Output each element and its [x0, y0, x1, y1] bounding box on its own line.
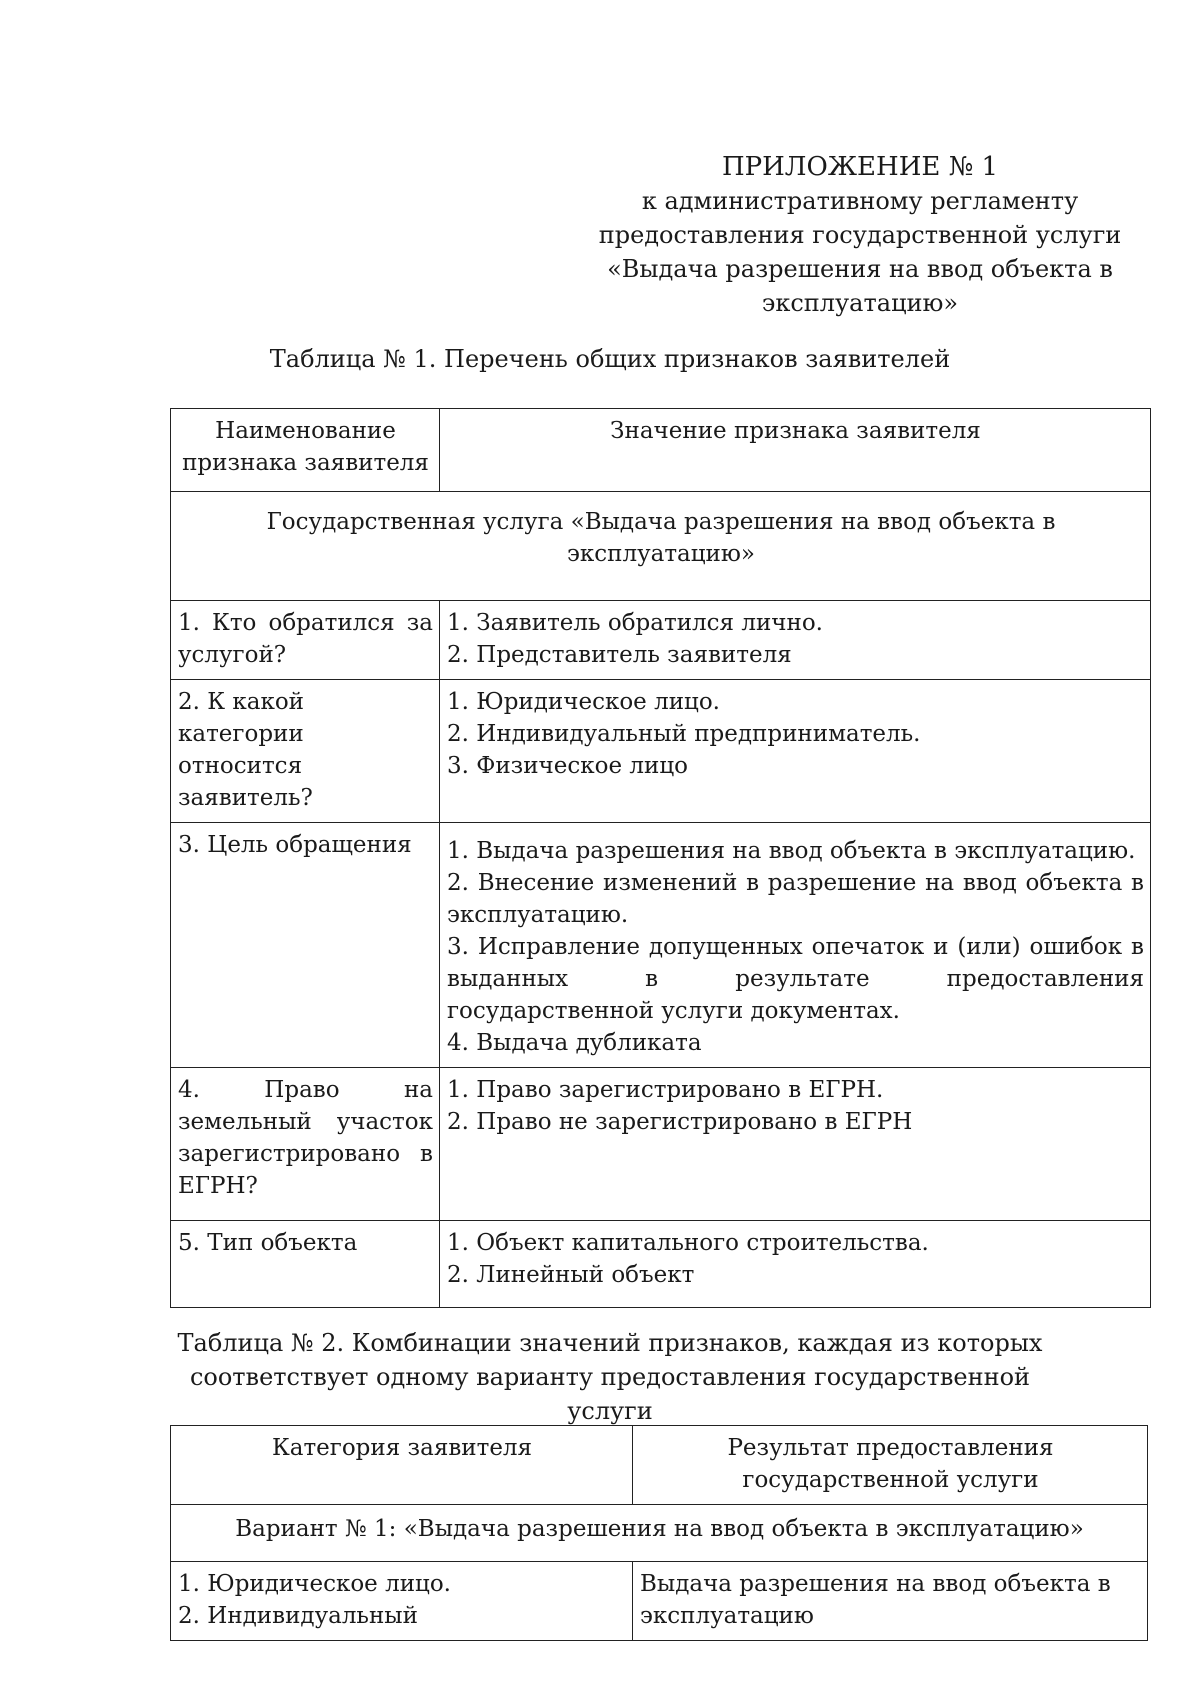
appendix-line: к административному регламенту [641, 187, 1079, 215]
attribute-name-cell: 3. Цель обращения [171, 823, 440, 1068]
header-cell-attribute-name: Наименование признака заявителя [171, 409, 440, 492]
attribute-value: 1. Объект капитального строительства. [447, 1230, 929, 1256]
attribute-value: 1. Заявитель обратился лично. [447, 610, 823, 636]
header-cell-attribute-value: Значение признака заявителя [440, 409, 1151, 492]
attribute-value: 1. Право зарегистрировано в ЕГРН. [447, 1077, 884, 1103]
attribute-name-cell: 5. Тип объекта [171, 1221, 440, 1308]
applicant-category-cell [171, 1562, 633, 1641]
table-row [171, 823, 1151, 1068]
attribute-value: 2. Внесение изменений в разрешение на ввод объекта в эксплуатацию. [447, 870, 1144, 928]
appendix-line: «Выдача разрешения на ввод объекта в [607, 255, 1113, 283]
attribute-name-cell: 2. К какой категории относится заявитель? [171, 680, 440, 823]
attribute-value: 3. Физическое лицо [447, 753, 688, 779]
table2-caption-line: соответствует одному варианту предоставления государственной услуги [189, 1363, 1031, 1425]
attribute-value: 4. Выдача дубликата [447, 1030, 702, 1056]
attribute-value: 1. Юридическое лицо. [447, 689, 720, 715]
attribute-name-cell: 1. Кто обратился за услугой? [171, 601, 440, 680]
applicant-attributes-table [170, 408, 1151, 1308]
attribute-values-cell [440, 1221, 1151, 1308]
table-header-row [171, 409, 1151, 492]
header-cell-service-result: Результат предоставления государственной услуги [633, 1426, 1148, 1505]
variant-band-cell: Вариант № 1: «Выдача разрешения на ввод объекта в эксплуатацию» [171, 1505, 1148, 1562]
attribute-value: 3. Исправление допущенных опечаток и (или) ошибок в выданных в результате предоставления государственной услуги документах. [447, 934, 1144, 1024]
attribute-value: 1. Выдача разрешения на ввод объекта в эксплуатацию. [447, 838, 1136, 864]
service-result-cell: Выдача разрешения на ввод объекта в эксплуатацию [633, 1562, 1148, 1641]
table-row [171, 1221, 1151, 1308]
category-value: 1. Юридическое лицо. [178, 1571, 451, 1597]
attribute-values-cell [440, 601, 1151, 680]
header-cell-applicant-category: Категория заявителя [171, 1426, 633, 1505]
table1-caption: Таблица № 1. Перечень общих признаков заявителей [269, 345, 951, 373]
table-row [171, 1068, 1151, 1221]
attribute-values-cell [440, 823, 1151, 1068]
attribute-values-cell [440, 1068, 1151, 1221]
appendix-line: предоставления государственной услуги [598, 221, 1122, 249]
variant-band-row [171, 1505, 1148, 1562]
attribute-values-cell [440, 680, 1151, 823]
attribute-value: 2. Представитель заявителя [447, 642, 792, 668]
appendix-heading-block [580, 150, 1140, 320]
attribute-value: 2. Линейный объект [447, 1262, 695, 1288]
table-row [171, 601, 1151, 680]
table2-caption [160, 1326, 1060, 1428]
table2-caption-line: Таблица № 2. Комбинации значений признаков, каждая из которых [177, 1329, 1043, 1357]
service-band-cell: Государственная услуга «Выдача разрешения на ввод объекта в эксплуатацию» [171, 492, 1151, 601]
attribute-value: 2. Индивидуальный предприниматель. [447, 721, 921, 747]
appendix-title: ПРИЛОЖЕНИЕ № 1 [721, 152, 999, 182]
appendix-line: эксплуатацию» [761, 289, 959, 317]
attribute-value: 2. Право не зарегистрировано в ЕГРН [447, 1109, 913, 1135]
table-row [171, 1562, 1148, 1641]
table-row [171, 680, 1151, 823]
attribute-name-cell: 4. Право на земельный участок зарегистрировано в ЕГРН? [171, 1068, 440, 1221]
table-header-row [171, 1426, 1148, 1505]
category-value: 2. Индивидуальный [178, 1603, 418, 1629]
service-band-row [171, 492, 1151, 601]
attribute-combinations-table [170, 1425, 1148, 1641]
